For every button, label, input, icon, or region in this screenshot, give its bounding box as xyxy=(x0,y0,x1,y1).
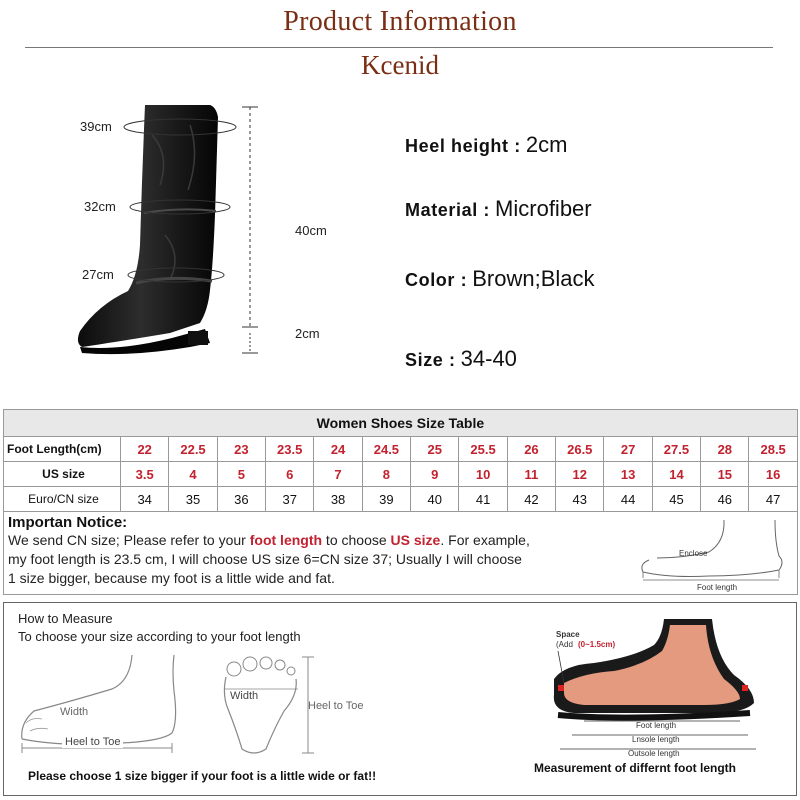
how-to-measure-panel xyxy=(3,602,797,796)
measure-subheading: To choose your size according to your foot length xyxy=(18,629,301,644)
brand-name: Kcenid xyxy=(361,50,439,80)
table-cell: 24 xyxy=(314,437,362,462)
top-heel-to-toe-label: Heel to Toe xyxy=(308,700,364,712)
table-cell: 23.5 xyxy=(266,437,314,462)
table-cell: 27.5 xyxy=(652,437,700,462)
table-cell: 6 xyxy=(266,462,314,487)
table-cell: 34 xyxy=(121,487,169,512)
table-cell: 15 xyxy=(701,462,749,487)
table-cell: 13 xyxy=(604,462,652,487)
table-cell: 4 xyxy=(169,462,217,487)
table-cell: 5 xyxy=(217,462,265,487)
spec-value: 34-40 xyxy=(460,346,517,371)
spec-label: Heel height : xyxy=(405,136,521,156)
table-row-foot-length xyxy=(4,437,798,462)
table-cell: 9 xyxy=(411,462,459,487)
insole-length-label: Lnsole length xyxy=(632,735,680,744)
table-cell: 47 xyxy=(749,487,797,512)
spec-value: Brown;Black xyxy=(472,266,595,291)
table-cell: 7 xyxy=(314,462,362,487)
spec-color xyxy=(405,266,595,292)
table-cell: 14 xyxy=(652,462,700,487)
table-cell: 46 xyxy=(701,487,749,512)
table-cell: 25.5 xyxy=(459,437,507,462)
table-row-euro-size xyxy=(4,487,798,512)
top-circumference-label: 39cm xyxy=(80,119,112,134)
space-add-value: (0~1.5cm) xyxy=(578,640,616,649)
table-cell: 43 xyxy=(556,487,604,512)
table-row-us-size xyxy=(4,462,798,487)
table-cell: 28.5 xyxy=(749,437,797,462)
notice-line-1: We send CN size; Please refer to your foot length to choose US size. For example, xyxy=(8,532,530,548)
page-title: Product Information xyxy=(283,6,517,37)
spec-material xyxy=(405,196,592,222)
table-cell: 23 xyxy=(217,437,265,462)
notice-line-2: my foot length is 23.5 cm, I will choose US size 6=CN size 37; Usually I will choose xyxy=(8,551,522,567)
table-cell: 8 xyxy=(362,462,410,487)
table-cell: 35 xyxy=(169,487,217,512)
shoe-length-diagram xyxy=(544,617,764,759)
important-notice xyxy=(4,512,798,595)
table-cell: 27 xyxy=(604,437,652,462)
table-cell: 22.5 xyxy=(169,437,217,462)
measurement-caption: Measurement of differnt foot length xyxy=(534,761,736,775)
table-cell: 11 xyxy=(507,462,555,487)
spec-value: 2cm xyxy=(525,132,568,157)
spec-heel-height xyxy=(405,132,567,158)
header-divider xyxy=(25,47,773,48)
table-cell: 39 xyxy=(362,487,410,512)
spec-value: Microfiber xyxy=(495,196,592,221)
size-table-title: Women Shoes Size Table xyxy=(4,410,798,437)
table-cell: 40 xyxy=(411,487,459,512)
measure-footer-note: Please choose 1 size bigger if your foot is a little wide or fat!! xyxy=(28,769,377,783)
table-cell: 26 xyxy=(507,437,555,462)
table-cell: 10 xyxy=(459,462,507,487)
boot-product-figure xyxy=(70,95,370,375)
table-cell: 24.5 xyxy=(362,437,410,462)
table-cell: 42 xyxy=(507,487,555,512)
side-heel-to-toe-label: Heel to Toe xyxy=(62,736,123,748)
table-cell: 37 xyxy=(266,487,314,512)
middle-circumference-label: 32cm xyxy=(84,199,116,214)
size-table xyxy=(3,409,798,595)
space-add-prefix: (Add xyxy=(556,640,573,649)
measure-heading: How to Measure xyxy=(18,611,113,626)
space-label: Space xyxy=(556,630,580,639)
table-cell: 44 xyxy=(604,487,652,512)
foot-length-figure xyxy=(629,512,791,594)
table-cell: 45 xyxy=(652,487,700,512)
spec-label: Color : xyxy=(405,270,468,290)
notice-title: Importan Notice: xyxy=(8,514,128,531)
lower-circumference-label: 27cm xyxy=(82,267,114,282)
table-cell: 25 xyxy=(411,437,459,462)
table-cell: 41 xyxy=(459,487,507,512)
table-cell: 36 xyxy=(217,487,265,512)
spec-label: Material : xyxy=(405,200,491,220)
table-cell: 28 xyxy=(701,437,749,462)
spec-size xyxy=(405,346,517,372)
foot-length-fig-label: Foot length xyxy=(696,583,737,592)
enclose-label: Enclose xyxy=(678,549,708,558)
table-cell: 16 xyxy=(749,462,797,487)
outsole-length-label: Outsole length xyxy=(628,749,680,758)
table-cell: 26.5 xyxy=(556,437,604,462)
heel-height-label: 2cm xyxy=(295,326,320,341)
row-label: US size xyxy=(4,462,121,487)
table-cell: 3.5 xyxy=(121,462,169,487)
foot-length-label: Foot length xyxy=(636,721,677,730)
table-cell: 38 xyxy=(314,487,362,512)
notice-line-3: 1 size bigger, because my foot is a little wide and fat. xyxy=(8,570,335,586)
shaft-height-label: 40cm xyxy=(295,223,327,238)
row-label: Euro/CN size xyxy=(4,487,121,512)
top-width-label: Width xyxy=(230,690,259,702)
table-cell: 22 xyxy=(121,437,169,462)
side-width-label: Width xyxy=(60,706,89,718)
row-label: Foot Length(cm) xyxy=(4,437,121,462)
table-cell: 12 xyxy=(556,462,604,487)
spec-label: Size : xyxy=(405,350,456,370)
